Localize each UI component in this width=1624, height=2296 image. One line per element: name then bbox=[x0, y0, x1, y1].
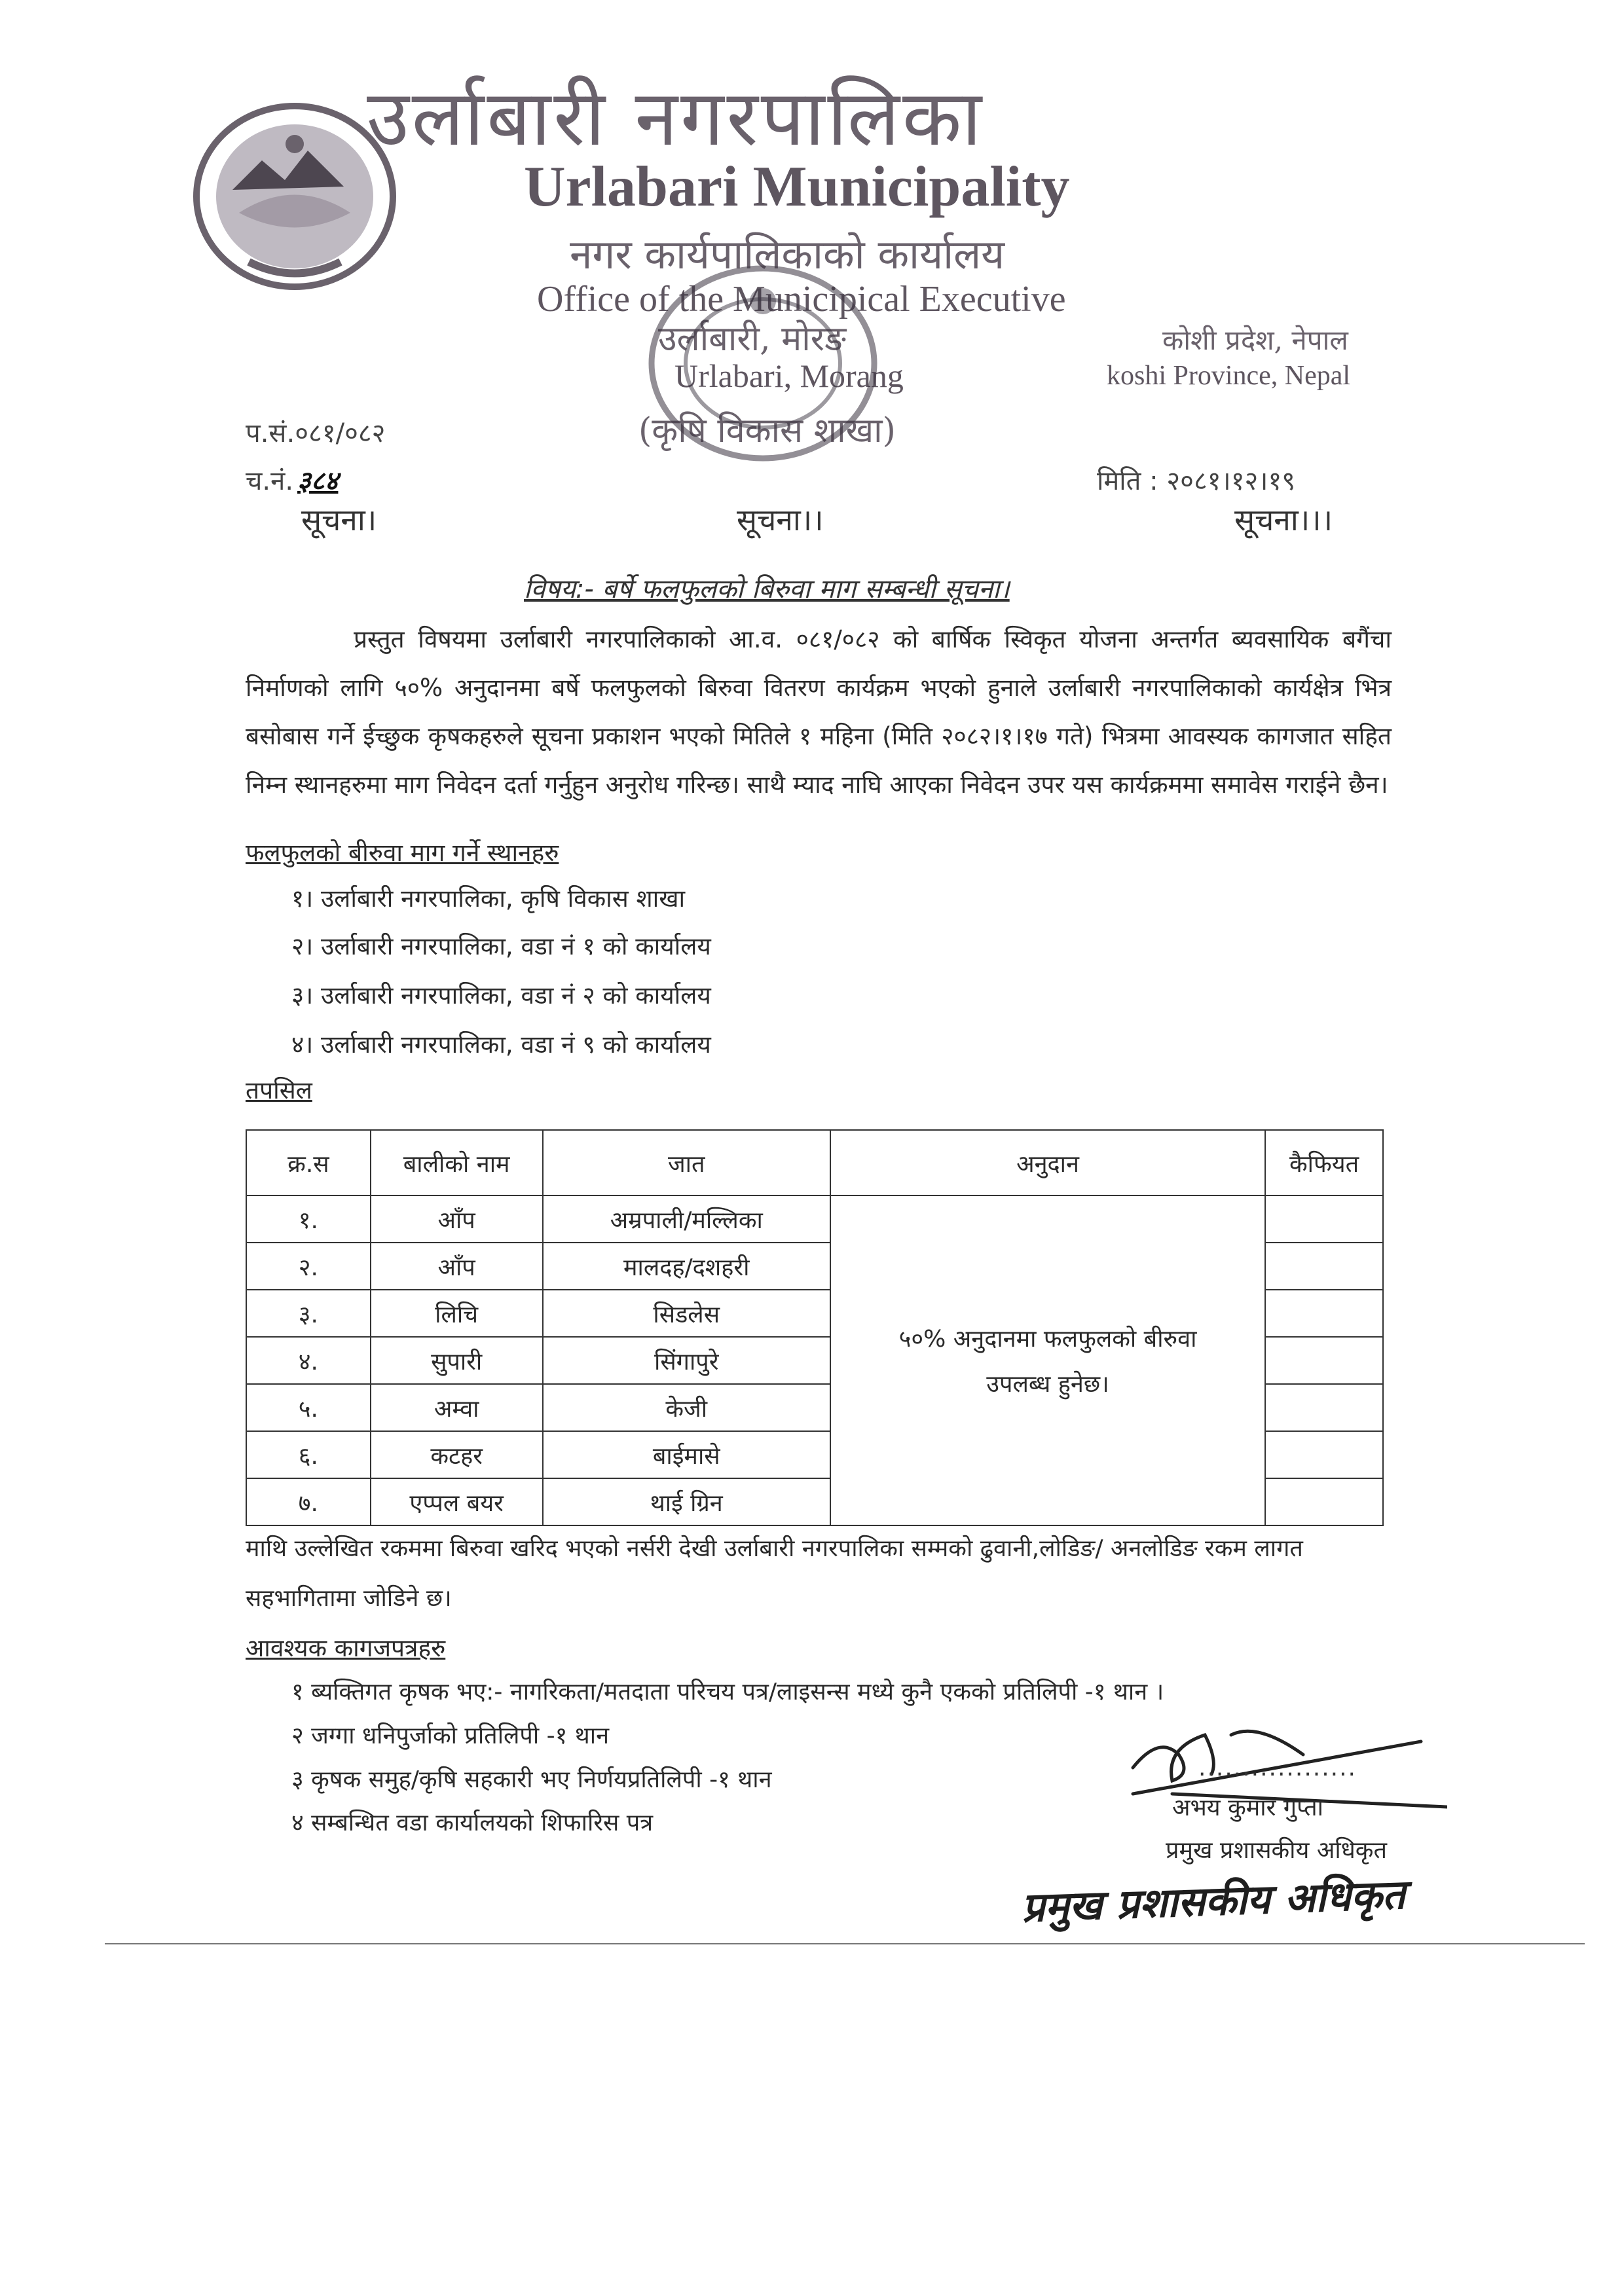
crop-cell: आँप bbox=[371, 1243, 543, 1290]
notice-label-3: सूचना।।। bbox=[1234, 502, 1333, 538]
column-header: बालीको नाम bbox=[371, 1130, 543, 1195]
remarks-cell bbox=[1265, 1195, 1383, 1243]
remarks-cell bbox=[1265, 1431, 1383, 1478]
column-header: क्र.स bbox=[246, 1130, 371, 1195]
crop-cell: कटहर bbox=[371, 1431, 543, 1478]
variety-cell: सिंगापुरे bbox=[543, 1337, 830, 1384]
remarks-cell bbox=[1265, 1243, 1383, 1290]
location-item: ३। उर्लाबारी नगरपालिका, वडा नं २ को कार्यालय bbox=[291, 981, 711, 1010]
fiscal-year-ref: प.सं.०८१/०८२ bbox=[246, 418, 386, 448]
province-english: koshi Province, Nepal bbox=[1107, 361, 1351, 391]
location-nepali: उर्लाबारी, मोरङ bbox=[658, 319, 847, 359]
variety-cell: थाई ग्रिन bbox=[543, 1478, 830, 1525]
variety-cell: बाईमासे bbox=[543, 1431, 830, 1478]
document-item: ४ सम्बन्धित वडा कार्यालयको शिफारिस पत्र bbox=[291, 1810, 654, 1836]
issue-date: मिति : २०८१।१२।१९ bbox=[1097, 466, 1296, 496]
municipality-title-english: Urlabari Municipality bbox=[524, 155, 1070, 219]
subsidy-text-line-1: ५०% अनुदानमा फलफुलको बीरुवा bbox=[898, 1326, 1197, 1353]
office-name-english: Office of the Municipical Executive bbox=[537, 279, 1066, 319]
serial-cell: १. bbox=[246, 1195, 371, 1243]
notice-label-1: सूचना। bbox=[301, 502, 377, 538]
document-item: १ ब्यक्तिगत कृषक भए:- नागरिकता/मतदाता परिचय पत्र/लाइसन्स मध्ये कुनै एकको प्रतिलिपी -१ थान । bbox=[291, 1679, 1164, 1705]
signatory-name: अभय कुमार गुप्ता bbox=[1172, 1795, 1324, 1821]
remarks-cell bbox=[1265, 1478, 1383, 1525]
branch-name: (कृषि विकास शाखा) bbox=[638, 411, 896, 450]
variety-cell: मालदह/दशहरी bbox=[543, 1243, 830, 1290]
remarks-cell bbox=[1265, 1337, 1383, 1384]
table-heading: तपसिल bbox=[246, 1076, 312, 1104]
document-item: २ जग्गा धनिपुर्जाको प्रतिलिपी -१ थान bbox=[291, 1722, 610, 1749]
crop-table bbox=[246, 1129, 1384, 1526]
crop-cell: एप्पल बयर bbox=[371, 1478, 543, 1525]
locations-heading: फलफुलको बीरुवा माग गर्ने स्थानहरु bbox=[246, 839, 559, 867]
serial-cell: ४. bbox=[246, 1337, 371, 1384]
body-paragraph-text: प्रस्तुत विषयमा उर्लाबारी नगरपालिकाको आ.व. ०८१/०८२ को बार्षिक स्विकृत योजना अन्तर्गत ब्यवसायिक बगैंचा निर्माणको लागि ५०% अनुदानमा बर्षे फलफुलको बिरुवा वितरण कार्यक्रम भएको हुनाले उर्लाबारी नगरपालिकाको कार्यक्षेत्र भित्र बसोबास गर्ने ईच्छुक कृषकहरुले सूचना प्रकाशन भएको मितिले १ महिना (मिति २०८२।१।१७ गते) भित्रमा आवस्यक कागजात सहित निम्न स्थानहरुमा माग निवेदन दर्ता गर्नुहुन अनुरोध गरिन्छ। साथै म्याद नाघि आएका निवेदन उपर यस कार्यक्रममा समावेस गराईने छैन। bbox=[246, 625, 1392, 799]
cost-note: माथि उल्लेखित रकममा बिरुवा खरिद भएको नर्सरी देखी उर्लाबारी नगरपालिका सम्मको ढुवानी,लोडिङ/ अनलोडिङ रकम लागत सहभागितामा जोडिने छ। bbox=[246, 1535, 1303, 1612]
column-header: कैफियत bbox=[1265, 1130, 1383, 1195]
crop-cell: लिचि bbox=[371, 1290, 543, 1337]
table-header-row bbox=[246, 1130, 1383, 1195]
document-item: ३ कृषक समुह/कृषि सहकारी भए निर्णयप्रतिलिपी -१ थान bbox=[291, 1766, 772, 1793]
serial-cell: ३. bbox=[246, 1290, 371, 1337]
footer-divider bbox=[105, 1943, 1585, 1944]
office-stamp-icon bbox=[638, 255, 887, 471]
remarks-cell bbox=[1265, 1290, 1383, 1337]
body-paragraph bbox=[246, 615, 1392, 809]
crop-cell: आँप bbox=[371, 1195, 543, 1243]
signature-dots: .................. bbox=[1198, 1755, 1357, 1781]
designation-stamp: प्रमुख प्रशासकीय अधिकृत bbox=[1020, 1870, 1406, 1932]
documents-heading: आवश्यक कागजपत्रहरु bbox=[246, 1634, 446, 1662]
dispatch-number-label: च.नं. bbox=[246, 466, 294, 496]
subject-line: विषय:- बर्षे फलफुलको बिरुवा माग सम्बन्धी सूचना। bbox=[524, 574, 1010, 604]
notice-label-2: सूचना।। bbox=[737, 502, 824, 538]
table-row bbox=[246, 1195, 1383, 1243]
column-header: अनुदान bbox=[830, 1130, 1265, 1195]
variety-cell: सिडलेस bbox=[543, 1290, 830, 1337]
municipality-title-nepali: उर्लाबारी नगरपालिका bbox=[367, 73, 985, 163]
subsidy-cell bbox=[830, 1195, 1265, 1525]
dispatch-number bbox=[246, 462, 338, 498]
crop-cell: सुपारी bbox=[371, 1337, 543, 1384]
variety-cell: अम्रपाली/मल्लिका bbox=[543, 1195, 830, 1243]
serial-cell: ७. bbox=[246, 1478, 371, 1525]
dispatch-number-handwritten: ३८४ bbox=[297, 466, 339, 496]
column-header: जात bbox=[543, 1130, 830, 1195]
office-name-nepali: नगर कार्यपालिकाको कार्यालय bbox=[570, 230, 1005, 278]
location-item: ४। उर्लाबारी नगरपालिका, वडा नं ९ को कार्यालय bbox=[291, 1030, 711, 1059]
location-item: १। उर्लाबारी नगरपालिका, कृषि विकास शाखा bbox=[291, 884, 686, 913]
subsidy-text-line-2: उपलब्ध हुनेछ। bbox=[986, 1371, 1109, 1398]
serial-cell: ६. bbox=[246, 1431, 371, 1478]
location-item: २। उर्लाबारी नगरपालिका, वडा नं १ को कार्यालय bbox=[291, 932, 711, 960]
crop-cell: अम्वा bbox=[371, 1384, 543, 1431]
remarks-cell bbox=[1265, 1384, 1383, 1431]
variety-cell: केजी bbox=[543, 1384, 830, 1431]
signatory-title: प्रमुख प्रशासकीय अधिकृत bbox=[1166, 1837, 1387, 1864]
location-english: Urlabari, Morang bbox=[674, 357, 904, 394]
province-nepali: कोशी प्रदेश, नेपाल bbox=[1162, 324, 1348, 356]
serial-cell: ५. bbox=[246, 1384, 371, 1431]
serial-cell: २. bbox=[246, 1243, 371, 1290]
